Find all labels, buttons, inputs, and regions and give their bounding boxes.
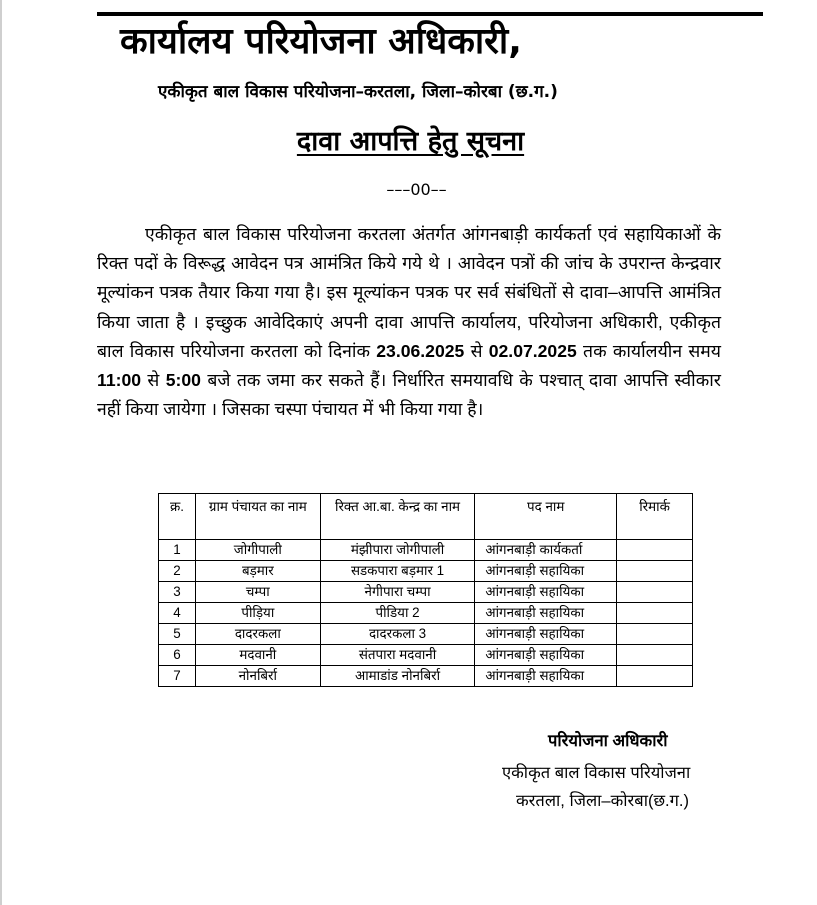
cell-remark bbox=[617, 645, 693, 666]
notice-date-from: 23.06.2025 bbox=[376, 340, 465, 361]
table-row bbox=[159, 561, 693, 582]
notice-body-part3: तक कार्यालयीन समय bbox=[576, 340, 722, 361]
notice-body bbox=[97, 220, 721, 424]
notice-date-to: 02.07.2025 bbox=[488, 340, 577, 361]
notice-time-from: 11:00 bbox=[97, 370, 142, 391]
cell-remark bbox=[617, 582, 693, 603]
cell-vacant-centre: मंझीपारा जोगीपाली bbox=[320, 540, 475, 561]
table-row bbox=[159, 603, 693, 624]
notice-body-part1: एकीकृत बाल विकास परियोजना करतला अंतर्गत आंगनबाड़ी कार्यकर्ता एवं सहायिकाओं के रिक्त पदों के विरूद्ध आवेदन पत्र आमंत्रित किये गये थे । आवेदन पत्रों की जांच के उपरान्त केन्द्रवार मूल्यांकन पत्रक तैयार किया गया है। इस मूल्यांकन पत्रक पर सर्व संबंधितों से दावा–आपत्ति आमंत्रित किया जाता है । इच्छुक आवेदिकाएं अपनी दावा आपत्ति कार्यालय, परियोजना अधिकारी, एकीकृत बाल विकास परियोजना करतला को दिनांक bbox=[97, 224, 721, 361]
notice-body-part2: से bbox=[464, 340, 489, 361]
cell-remark bbox=[617, 666, 693, 687]
notice-body-part5: बजे तक जमा कर सकते हैं। निर्धारित समयावधि के पश्चात् दावा आपत्ति स्वीकार नहीं किया जायेगा । जिसका चस्पा पंचायत में भी किया गया है। bbox=[97, 370, 722, 420]
cell-post-name: आंगनबाड़ी सहायिका bbox=[475, 603, 617, 624]
cell-gram-panchayat: दादरकला bbox=[195, 624, 320, 645]
cell-post-name: आंगनबाड़ी सहायिका bbox=[475, 582, 617, 603]
cell-serial-number: 1 bbox=[159, 540, 196, 561]
cell-gram-panchayat: चम्पा bbox=[195, 582, 320, 603]
cell-post-name: आंगनबाड़ी सहायिका bbox=[475, 645, 617, 666]
cell-gram-panchayat: नोनबिर्रा bbox=[195, 666, 320, 687]
notice-separator: –––00–– bbox=[386, 180, 447, 199]
table-row bbox=[159, 582, 693, 603]
cell-vacant-centre: आमाडांड नोनबिर्रा bbox=[320, 666, 475, 687]
cell-vacant-centre: नेगीपारा चम्पा bbox=[320, 582, 475, 603]
table-row bbox=[159, 666, 693, 687]
cell-vacant-centre: संतपारा मदवानी bbox=[320, 645, 475, 666]
header-gram-panchayat: ग्राम पंचायत का नाम bbox=[195, 494, 320, 540]
notice-heading-text: दावा आपत्ति हेतु सूचना bbox=[296, 126, 525, 157]
cell-serial-number: 2 bbox=[159, 561, 196, 582]
cell-gram-panchayat: जोगीपाली bbox=[195, 540, 320, 561]
cell-serial-number: 6 bbox=[159, 645, 196, 666]
cell-serial-number: 4 bbox=[159, 603, 196, 624]
cell-vacant-centre: सडकपारा बड़मार 1 bbox=[320, 561, 475, 582]
cell-remark bbox=[617, 540, 693, 561]
cell-gram-panchayat: बड़मार bbox=[195, 561, 320, 582]
signature-location: करतला, जिला–कोरबा(छ.ग.) bbox=[516, 792, 690, 810]
vacancy-table bbox=[158, 493, 693, 687]
header-post-name: पद नाम bbox=[475, 494, 617, 540]
table-header-row bbox=[159, 494, 693, 540]
signature-designation: परियोजना अधिकारी bbox=[548, 732, 668, 750]
header-remark: रिमार्क bbox=[617, 494, 693, 540]
cell-gram-panchayat: पीड़िया bbox=[195, 603, 320, 624]
header-vacant-centre: रिक्त आ.बा. केन्द्र का नाम bbox=[320, 494, 475, 540]
cell-post-name: आंगनबाड़ी सहायिका bbox=[475, 561, 617, 582]
cell-serial-number: 7 bbox=[159, 666, 196, 687]
cell-serial-number: 5 bbox=[159, 624, 196, 645]
header-top-rule bbox=[97, 12, 763, 16]
cell-remark bbox=[617, 603, 693, 624]
table-row bbox=[159, 645, 693, 666]
office-subtitle: एकीकृत बाल विकास परियोजना–करतला, जिला–कोरबा (छ.ग.) bbox=[158, 82, 558, 102]
header-serial-number: क्र. bbox=[159, 494, 196, 540]
office-title: कार्यालय परियोजना अधिकारी, bbox=[120, 21, 522, 62]
notice-body-part4: से bbox=[141, 370, 166, 391]
cell-vacant-centre: दादरकला 3 bbox=[320, 624, 475, 645]
notice-heading bbox=[0, 124, 817, 160]
table-row bbox=[159, 624, 693, 645]
signature-project: एकीकृत बाल विकास परियोजना bbox=[502, 764, 691, 782]
cell-vacant-centre: पीडिया 2 bbox=[320, 603, 475, 624]
cell-remark bbox=[617, 624, 693, 645]
cell-post-name: आंगनबाड़ी सहायिका bbox=[475, 666, 617, 687]
cell-post-name: आंगनबाड़ी सहायिका bbox=[475, 624, 617, 645]
table-row bbox=[159, 540, 693, 561]
notice-time-to: 5:00 bbox=[165, 370, 201, 391]
cell-serial-number: 3 bbox=[159, 582, 196, 603]
cell-remark bbox=[617, 561, 693, 582]
cell-gram-panchayat: मदवानी bbox=[195, 645, 320, 666]
cell-post-name: आंगनबाड़ी कार्यकर्ता bbox=[475, 540, 617, 561]
